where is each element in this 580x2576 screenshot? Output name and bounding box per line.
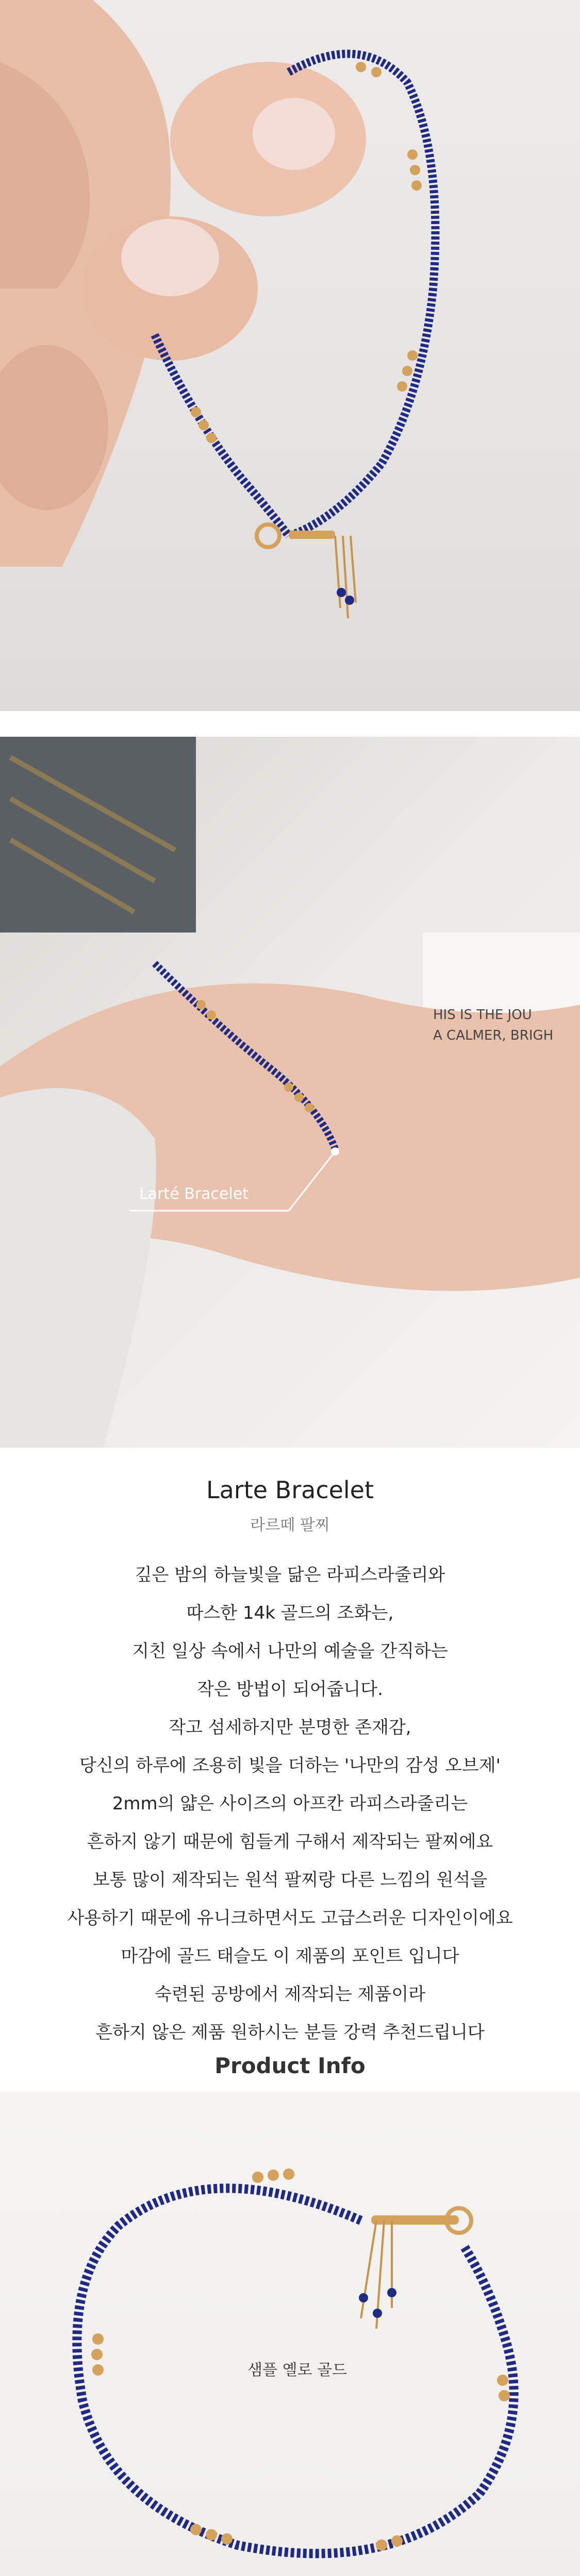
sample-label: 샘플 옐로 골드 [247, 2361, 347, 2379]
desc-line: 사용하기 때문에 유니크하면서도 고급스러운 디자인이에요 [67, 1908, 513, 1928]
desc-line: 2mm의 얇은 사이즈의 아프칸 라피스라줄리는 [112, 1793, 468, 1814]
desc-line: 마감에 골드 태슬도 이 제품의 포인트 입니다 [121, 1946, 459, 1967]
product-photo-hand [0, 0, 580, 711]
desc-line: 흔하지 않은 제품 원하시는 분들 강력 추천드립니다 [95, 2022, 485, 2043]
product-subtitle: 라르떼 팔찌 [250, 1516, 330, 1534]
bracelet-caption: Larté Bracelet [139, 1185, 248, 1203]
desc-line: 숙련된 공방에서 제작되는 제품이라 [154, 1984, 426, 2005]
desc-line: 깊은 밤의 하늘빛을 닮은 라피스라줄리와 [135, 1565, 445, 1585]
product-info-heading: Product Info [214, 2053, 366, 2078]
product-photo-wrist [0, 737, 580, 1448]
flatlay-illustration [0, 2092, 580, 2576]
desc-line: 당신의 하루에 조용히 빛을 더하는 '나만의 감성 오브제' [79, 1755, 501, 1776]
desc-line: 작고 섬세하지만 분명한 존재감, [169, 1717, 411, 1738]
desc-line: 따스한 14k 골드의 조화는, [186, 1603, 394, 1623]
product-description [0, 1556, 580, 2052]
bracelet-hand-illustration [0, 0, 580, 711]
desc-line: 보통 많이 제작되는 원석 팔찌랑 다른 느낌의 원석을 [92, 1870, 488, 1890]
desc-line: 흔하지 않기 때문에 힘들게 구해서 제작되는 팔찌에요 [87, 1832, 493, 1852]
desc-line: 지친 일상 속에서 나만의 예술을 간직하는 [132, 1641, 448, 1662]
wrist-illustration [0, 737, 580, 1448]
product-title: Larte Bracelet [206, 1476, 374, 1504]
product-photo-flatlay [0, 2092, 580, 2576]
background-print-text: HIS IS THE JOU A CALMER, BRIGH [433, 1007, 554, 1043]
desc-line: 작은 방법이 되어줍니다. [197, 1679, 383, 1700]
